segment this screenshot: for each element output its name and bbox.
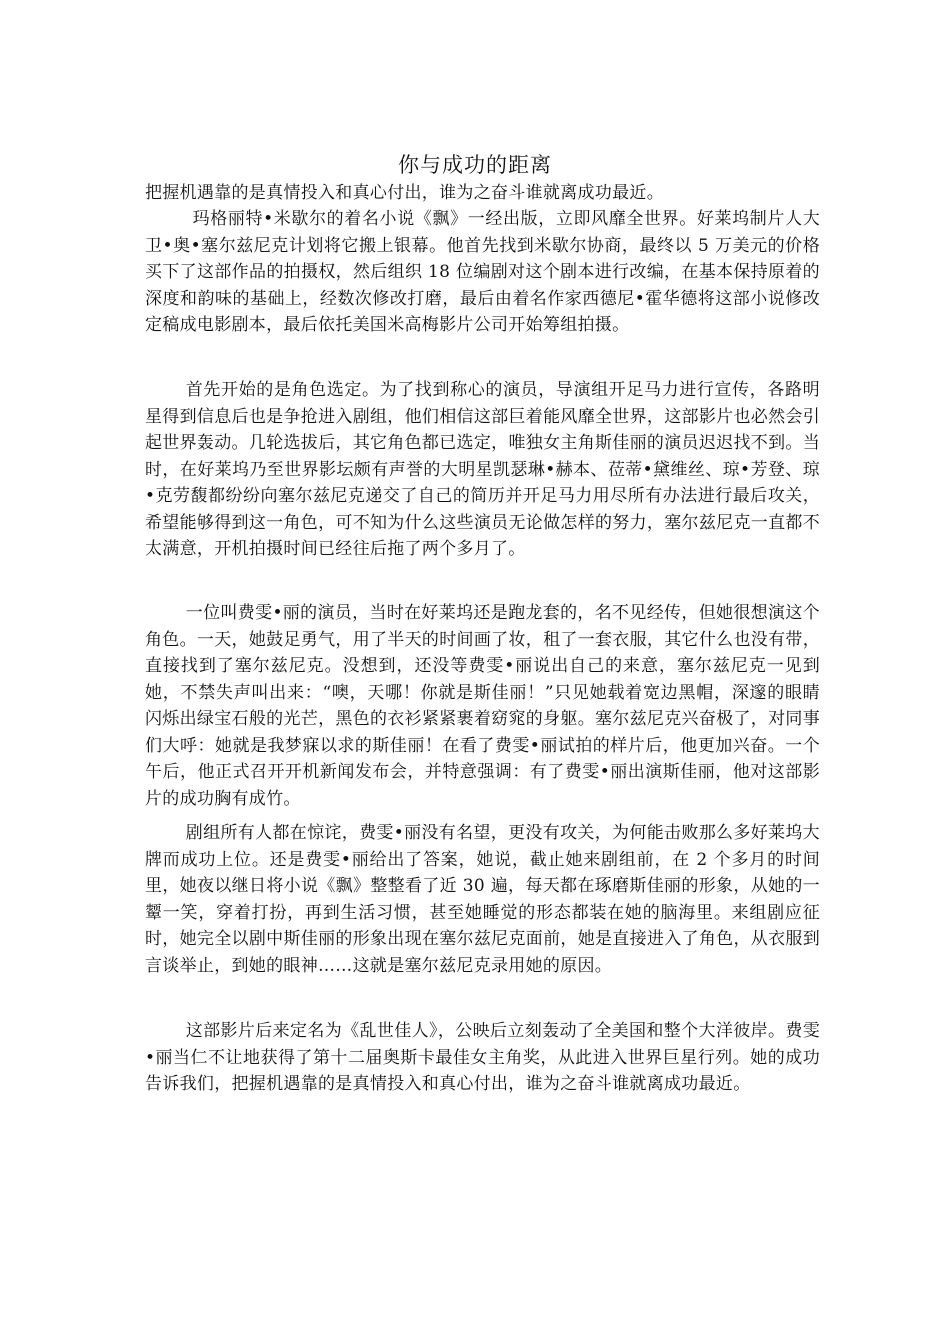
paragraph-3: 一位叫费雯•丽的演员，当时在好莱坞还是跑龙套的，名不见经传，但她很想演这个角色。一天，她鼓足勇气，用了半天的时间画了妆，租了一套衣服，其它什么也没有带，直接找到了塞尔兹尼克。没想到，还没等费雯•丽说出自己的来意，塞尔兹尼克一见到她，不禁失声叫出来：“噢，天哪！你就是斯佳丽！”只见她载着宽边黑帽，深邃的眼睛闪烁出绿宝石般的光芒，黑色的衣衫紧紧裹着窈窕的身躯。塞尔兹尼克兴奋极了，对同事们大呼：她就是我梦寐以求的斯佳丽！在看了费雯•丽试拍的样片后，他更加兴奋。一个午后，他正式召开开机新闻发布会，并特意强调：有了费雯•丽出演斯佳丽，他对这部影片的成功胸有成竹。 bbox=[145, 603, 820, 809]
paragraph-2: 首先开始的是角色选定。为了找到称心的演员，导演组开足马力进行宣传，各路明星得到信息后也是争抢进入剧组，他们相信这部巨着能风靡全世界，这部影片也必然会引起世界轰动。几轮选拔后，其它角色都已选定，唯独女主角斯佳丽的演员迟迟找不到。当时，在好莱坞乃至世界影坛颇有声誉的大明星凯瑟琳•赫本、莅蒂•黛维丝、琼•芳登、琼•克劳馥都纷纷向塞尔兹尼克递交了自己的简历并开足马力用尽所有办法进行最后攻关，希望能够得到这一角色，可不知为什么这些演员无论做怎样的努力，塞尔兹尼克一直都不太满意，开机拍摄时间已经往后拖了两个多月了。 bbox=[145, 380, 820, 559]
paragraph-1: 玛格丽特•米歇尔的着名小说《飘》一经出版，立即风靡全世界。好莱坞制片人大卫•奥•塞尔兹尼克计划将它搬上银幕。他首先找到米歇尔协商，最终以 5 万美元的价格买下了这部作品的拍摄权，然后组织 18 位编剧对这个剧本进行改编，在基本保持原着的深度和韵味的基础上，经数次修改打磨，最后由着名作家西德尼•霍华德将这部小说修改定稿成电影剧本，最后依托美国米高梅影片公司开始筹组拍摄。 bbox=[145, 209, 820, 335]
paragraph-4: 剧组所有人都在惊诧，费雯•丽没有名望，更没有攻关，为何能击败那么多好莱坞大牌而成功上位。还是费雯•丽给出了答案，她说，截止她来剧组前，在 2 个多月的时间里，她夜以继日将小说《飘》整整看了近 30 遍，每天都在琢磨斯佳丽的形象，从她的一颦一笑，穿着打扮，再到生活习惯，甚至她睡觉的形态都装在她的脑海里。来组剧应征时，她完全以剧中斯佳丽的形象出现在塞尔兹尼克面前，她是直接进入了角色，从衣服到言谈举止，到她的眼神……这就是塞尔兹尼克录用她的原因。 bbox=[145, 823, 820, 976]
paragraph-5: 这部影片后来定名为《乱世佳人》，公映后立刻轰动了全美国和整个大洋彼岸。费雯•丽当仁不让地获得了第十二届奥斯卡最佳女主角奖，从此进入世界巨星行列。她的成功告诉我们，把握机遇靠的是真情投入和真心付出，谁为之奋斗谁就离成功最近。 bbox=[145, 1021, 820, 1094]
document-subtitle: 把握机遇靠的是真情投入和真心付出，谁为之奋斗谁就离成功最近。 bbox=[145, 183, 664, 203]
document-title: 你与成功的距离 bbox=[398, 153, 552, 177]
